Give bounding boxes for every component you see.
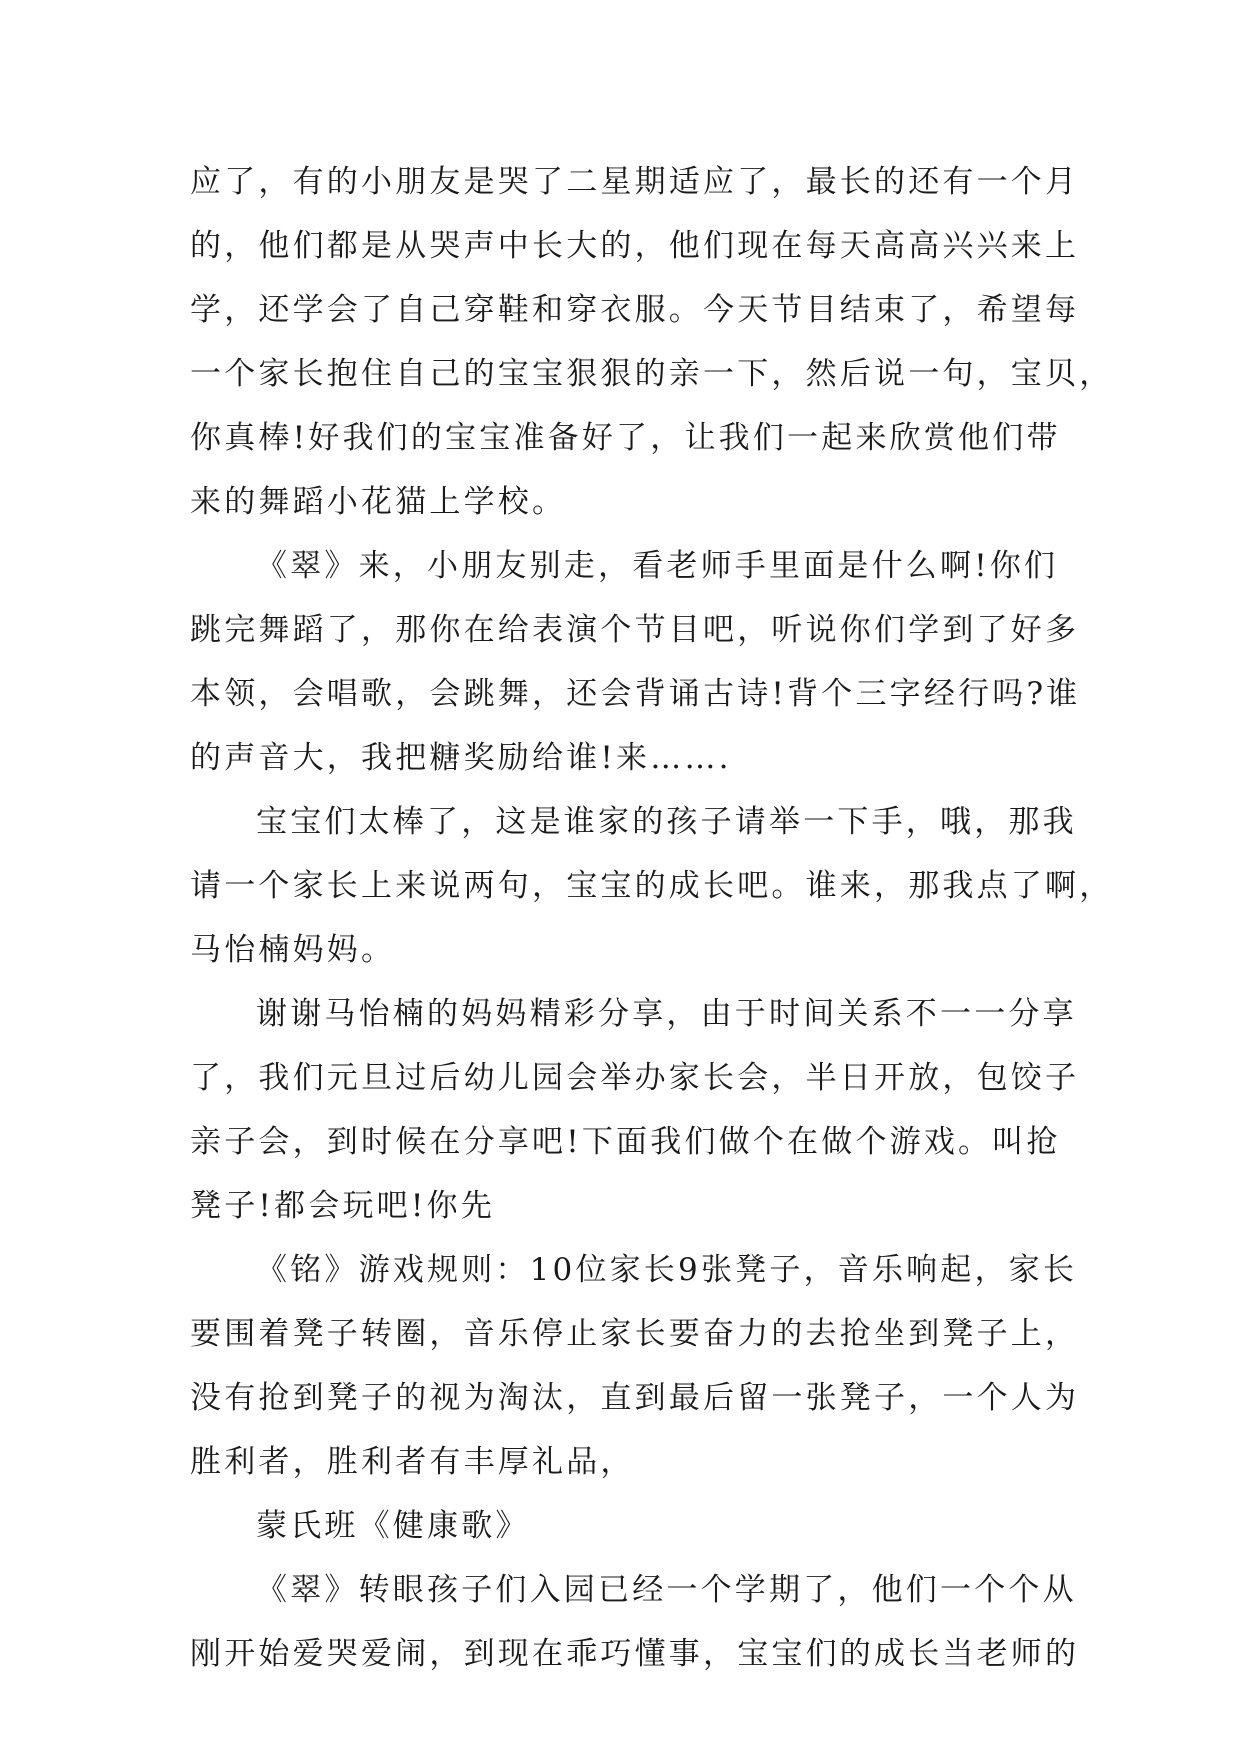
text-line: 跳完舞蹈了，那你在给表演个节目吧，听说你们学到了好多 <box>190 612 1080 648</box>
text-line: 凳子!都会玩吧!你先 <box>190 1188 495 1224</box>
text-line: 学，还学会了自己穿鞋和穿衣服。今天节目结束了，希望每 <box>190 292 1080 328</box>
text-line: 没有抢到凳子的视为淘汰，直到最后留一张凳子，一个人为 <box>190 1380 1080 1416</box>
text-line: 《翠》来，小朋友别走，看老师手里面是什么啊!你们 <box>256 548 1059 584</box>
text-line: 的，他们都是从哭声中长大的，他们现在每天高高兴兴来上 <box>190 228 1080 264</box>
text-line: 你真棒!好我们的宝宝准备好了，让我们一起来欣赏他们带 <box>190 420 1061 456</box>
text-line: 蒙氏班《健康歌》 <box>256 1508 530 1544</box>
text-line: 亲子会，到时候在分享吧!下面我们做个在做个游戏。叫抢 <box>190 1124 1061 1160</box>
text-line: 应了，有的小朋友是哭了二星期适应了，最长的还有一个月 <box>190 164 1080 200</box>
text-line: 请一个家长上来说两句，宝宝的成长吧。谁来，那我点了啊， <box>190 868 1114 904</box>
text-line: 《铭》游戏规则：10位家长9张凳子，音乐响起，家长 <box>256 1252 1078 1288</box>
text-line: 要围着凳子转圈，音乐停止家长要奋力的去抢坐到凳子上， <box>190 1316 1080 1352</box>
text-line: 来的舞蹈小花猫上学校。 <box>190 484 567 520</box>
text-line: 胜利者，胜利者有丰厚礼品， <box>190 1444 635 1480</box>
text-line: 一个家长抱住自己的宝宝狠狠的亲一下，然后说一句，宝贝， <box>190 356 1114 392</box>
text-line: 刚开始爱哭爱闹，到现在乖巧懂事，宝宝们的成长当老师的 <box>190 1636 1080 1672</box>
text-line: 《翠》转眼孩子们入园已经一个学期了，他们一个个从 <box>256 1572 1077 1608</box>
text-line: 宝宝们太棒了，这是谁家的孩子请举一下手，哦，那我 <box>256 804 1077 840</box>
text-line: 了，我们元旦过后幼儿园会举办家长会，半日开放，包饺子 <box>190 1060 1080 1096</box>
text-line: 谢谢马怡楠的妈妈精彩分享，由于时间关系不一一分享 <box>256 996 1077 1032</box>
document-body <box>190 150 1114 1686</box>
text-line: 本领，会唱歌，会跳舞，还会背诵古诗!背个三字经行吗?谁 <box>190 676 1081 712</box>
text-line: 马怡楠妈妈。 <box>190 932 396 968</box>
text-line: 的声音大，我把糖奖励给谁!来……. <box>190 740 732 776</box>
